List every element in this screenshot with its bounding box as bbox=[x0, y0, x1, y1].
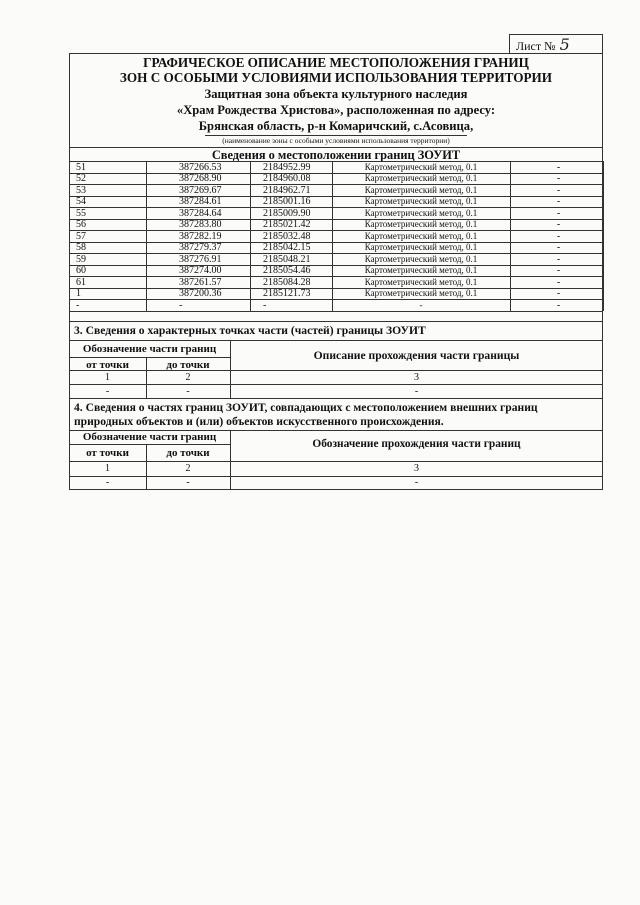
table-cell-desc: - bbox=[556, 299, 561, 311]
section3-title: 3. Сведения о характерных точках части (частей) границы ЗОУИТ bbox=[74, 324, 426, 337]
zone-caption: (наименование зоны с особыми условиями использования территории) bbox=[222, 136, 450, 145]
section3-row-desc: - bbox=[414, 386, 419, 397]
table-cell-method: Картометрический метод, 0.1 bbox=[364, 230, 478, 241]
section3-table-top bbox=[69, 340, 603, 341]
section3-desc-header: Описание прохождения части границы bbox=[313, 349, 520, 362]
sheet-number: 5 bbox=[559, 35, 570, 54]
section3-num-desc: 3 bbox=[414, 372, 419, 383]
table-cell-y: 2185084.28 bbox=[263, 276, 311, 288]
table-cell-n: 59 bbox=[76, 253, 86, 265]
table-cell-desc: - bbox=[556, 230, 561, 242]
table-cell-method: Картометрический метод, 0.1 bbox=[364, 207, 478, 218]
table-cell-method: Картометрический метод, 0.1 bbox=[364, 173, 478, 183]
section3-num-bottom bbox=[69, 384, 603, 385]
table-cell-x: 387261.57 bbox=[179, 276, 222, 288]
table-cell-x: 387274.00 bbox=[179, 265, 222, 276]
section4-desc-header: Обозначение прохождения части границ bbox=[312, 438, 521, 450]
table-column-line bbox=[603, 161, 604, 311]
table-cell-desc: - bbox=[556, 288, 561, 299]
section4-to-header: до точки bbox=[166, 447, 210, 459]
table-cell-n: 53 bbox=[76, 184, 86, 196]
table-cell-x: 387269.67 bbox=[179, 184, 222, 196]
table-cell-y: - bbox=[263, 299, 267, 311]
zone-address: Брянская область, р-н Комаричский, с.Асовица, bbox=[198, 119, 474, 133]
section4-group-rule bbox=[69, 444, 230, 445]
table-cell-n: 58 bbox=[76, 242, 86, 253]
section4-num-desc: 3 bbox=[414, 463, 419, 474]
table-cell-method: - bbox=[419, 299, 423, 310]
table-cell-x: 387268.90 bbox=[179, 173, 222, 184]
table-cell-x: 387284.64 bbox=[179, 207, 222, 219]
table-cell-y: 2184962.71 bbox=[263, 184, 311, 196]
table-cell-x: - bbox=[179, 299, 183, 311]
table-cell-n: 1 bbox=[76, 288, 81, 299]
table-cell-n: 56 bbox=[76, 219, 86, 230]
table-cell-desc: - bbox=[556, 219, 561, 230]
section3-row-from: - bbox=[105, 386, 110, 397]
table-cell-method: Картометрический метод, 0.1 bbox=[364, 242, 478, 252]
table-cell-y: 2185042.15 bbox=[263, 242, 311, 253]
section4-num-from: 1 bbox=[105, 463, 110, 474]
section4-title-line-2: природных объектов и (или) объектов искусственного происхождения. bbox=[74, 415, 444, 428]
table-cell-method: Картометрический метод, 0.1 bbox=[364, 253, 478, 264]
section4-title-line-1: 4. Сведения о частях границ ЗОУИТ, совпадающих с местоположением внешних границ bbox=[74, 401, 538, 414]
table-cell-x: 387279.37 bbox=[179, 242, 222, 253]
table-cell-method: Картометрический метод, 0.1 bbox=[364, 184, 478, 195]
table-cell-desc: - bbox=[556, 242, 561, 253]
table-cell-y: 2185001.16 bbox=[263, 196, 311, 207]
table-cell-method: Картометрический метод, 0.1 bbox=[364, 276, 478, 287]
table-cell-x: 387266.53 bbox=[179, 161, 222, 173]
table-cell-x: 387276.91 bbox=[179, 253, 222, 265]
section4-row-desc: - bbox=[414, 477, 419, 488]
table-cell-n: 61 bbox=[76, 276, 86, 288]
section4-from-header: от точки bbox=[86, 447, 129, 459]
table-cell-y: 2185021.42 bbox=[263, 219, 311, 230]
section4-header-bottom bbox=[69, 461, 603, 462]
table-cell-y: 2185054.46 bbox=[263, 265, 311, 276]
table-cell-method: Картометрический метод, 0.1 bbox=[364, 196, 478, 206]
section3-num-to: 2 bbox=[185, 372, 191, 383]
section3-row-to: - bbox=[186, 386, 190, 397]
table-cell-y: 2185032.48 bbox=[263, 230, 311, 242]
table-cell-desc: - bbox=[556, 161, 561, 173]
table-cell-y: 2185009.90 bbox=[263, 207, 311, 219]
table-cell-method: Картометрический метод, 0.1 bbox=[364, 288, 478, 298]
table-cell-desc: - bbox=[556, 253, 561, 265]
table-cell-n: 54 bbox=[76, 196, 86, 207]
section3-from-header: от точки bbox=[86, 359, 129, 371]
table-cell-n: - bbox=[76, 299, 80, 311]
table-cell-y: 2184960.08 bbox=[263, 173, 311, 184]
table-cell-n: 52 bbox=[76, 173, 86, 184]
table-cell-n: 60 bbox=[76, 265, 86, 276]
zone-name-line-2: «Храм Рождества Христова», расположенная по адресу: bbox=[176, 103, 496, 117]
section3-group-header: Обозначение части границ bbox=[82, 343, 217, 355]
table-cell-y: 2184952.99 bbox=[263, 161, 311, 173]
table-cell-x: 387200.36 bbox=[179, 288, 222, 299]
title-line-2: ЗОН С ОСОБЫМИ УСЛОВИЯМИ ИСПОЛЬЗОВАНИЯ ТЕРРИТОРИИ bbox=[119, 70, 553, 85]
table-cell-y: 2185121.73 bbox=[263, 288, 311, 299]
table-cell-n: 51 bbox=[76, 161, 86, 173]
zone-name-line-1: Защитная зона объекта культурного наследия bbox=[204, 87, 468, 101]
section4-num-to: 2 bbox=[185, 463, 191, 474]
table-row-line bbox=[69, 311, 603, 312]
table-cell-y: 2185048.21 bbox=[263, 253, 311, 265]
section3-top-rule bbox=[69, 321, 603, 322]
section4-group-header: Обозначение части границ bbox=[82, 431, 217, 443]
table-cell-desc: - bbox=[556, 173, 561, 184]
table-cell-x: 387283.80 bbox=[179, 219, 222, 230]
title-line-1: ГРАФИЧЕСКОЕ ОПИСАНИЕ МЕСТОПОЛОЖЕНИЯ ГРАНИЦ bbox=[143, 55, 529, 70]
table-cell-x: 387282.19 bbox=[179, 230, 222, 242]
table-cell-desc: - bbox=[556, 196, 561, 207]
table-cell-method: Картометрический метод, 0.1 bbox=[364, 161, 478, 172]
section4-row-to: - bbox=[186, 477, 190, 488]
table-cell-n: 55 bbox=[76, 207, 86, 219]
sheet-number-box bbox=[509, 34, 603, 54]
sheet-label: Лист № bbox=[516, 39, 556, 53]
section3-num-from: 1 bbox=[105, 372, 110, 383]
table-cell-x: 387284.61 bbox=[179, 196, 222, 207]
table-cell-method: Картометрический метод, 0.1 bbox=[364, 265, 478, 275]
table-cell-desc: - bbox=[556, 276, 561, 288]
table-cell-n: 57 bbox=[76, 230, 86, 242]
section2-title: Сведения о местоположении границ ЗОУИТ bbox=[211, 148, 461, 162]
table-cell-desc: - bbox=[556, 207, 561, 219]
table-cell-method: Картометрический метод, 0.1 bbox=[364, 219, 478, 229]
section3-to-header: до точки bbox=[166, 359, 210, 371]
section3-group-rule bbox=[69, 357, 230, 358]
section4-row-from: - bbox=[105, 477, 110, 488]
table-cell-desc: - bbox=[556, 184, 561, 196]
table-cell-desc: - bbox=[556, 265, 561, 276]
section3-table-bottom bbox=[69, 398, 603, 399]
